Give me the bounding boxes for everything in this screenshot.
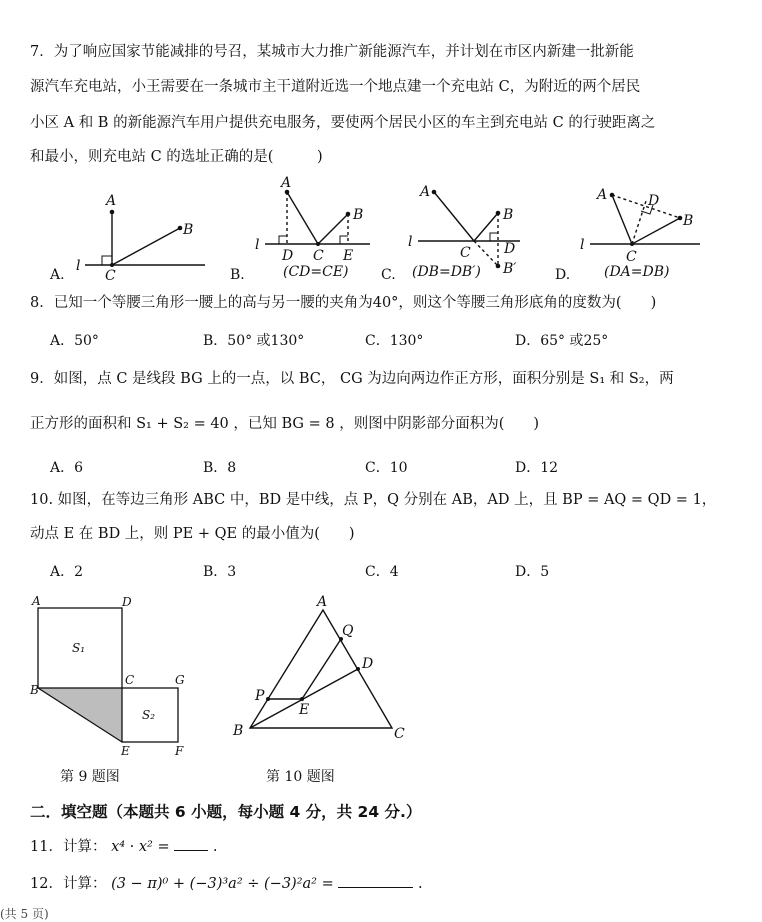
figure-10 bbox=[232, 594, 405, 742]
q7-option-c-label: C. bbox=[381, 267, 396, 283]
q7-option-b-caption: (CD=CE) bbox=[283, 264, 349, 280]
q12-prefix: 12．计算： bbox=[30, 876, 107, 892]
q7b-label-l: l bbox=[255, 237, 260, 253]
q7-line-4: 和最小，则充电站 C 的选址正确的是( ) bbox=[30, 149, 323, 165]
section-2-title: 二．填空题（本题共 6 小题，每小题 4 分，共 24 分.） bbox=[30, 803, 422, 821]
q7c-label-b: B bbox=[503, 207, 514, 223]
q10-option-d: D．5 bbox=[515, 564, 550, 580]
q8-option-a: A．50° bbox=[50, 333, 99, 349]
q7b-right-angle-d bbox=[279, 236, 287, 244]
q7a-segment-cb bbox=[112, 228, 180, 265]
fig10-label-d: D bbox=[362, 656, 374, 672]
q7b-label-d: D bbox=[282, 248, 294, 264]
q7c-label-bp: B′ bbox=[503, 261, 517, 277]
q8-option-c: C．130° bbox=[365, 333, 424, 349]
q12-answer-blank[interactable] bbox=[338, 873, 413, 888]
q7-option-d-label: D. bbox=[555, 267, 571, 283]
q11 bbox=[30, 836, 217, 857]
q7d-segment-ac bbox=[612, 195, 632, 244]
q7b-label-b: B bbox=[353, 207, 364, 223]
q7d-label-b: B bbox=[683, 213, 694, 229]
q10-option-b: B．3 bbox=[203, 564, 237, 580]
q7d-label-d: D bbox=[648, 193, 660, 209]
q8-option-b: B．50° 或130° bbox=[203, 333, 305, 349]
q8-stem: 8．已知一个等腰三角形一腰上的高与另一腰的夹角为40°，则这个等腰三角形底角的度数为( ) bbox=[30, 295, 657, 311]
q9-line-1: 9．如图，点 C 是线段 BG 上的一点，以 BC， CG 为边向两边作正方形，面积分别是 S₁ 和 S₂，两 bbox=[30, 371, 674, 387]
q10-option-a: A．2 bbox=[50, 564, 84, 580]
q7-line-3: 小区 A 和 B 的新能源汽车用户提供充电服务，要使两个居民小区的车主到充电站 C 的行驶距离之 bbox=[30, 115, 656, 131]
q7c-label-c: C bbox=[460, 245, 471, 261]
q9-option-c: C．10 bbox=[365, 460, 408, 476]
fig10-label-a: A bbox=[317, 594, 328, 610]
q7d-label-c: C bbox=[626, 249, 637, 265]
q12 bbox=[30, 873, 423, 894]
fig10-label-p: P bbox=[255, 688, 265, 704]
q7a-label-l: l bbox=[76, 258, 81, 274]
q7-option-d-caption: (DA=DB) bbox=[604, 264, 670, 280]
q7b-label-e: E bbox=[343, 248, 354, 264]
q7c-label-d: D bbox=[504, 241, 516, 257]
q7b-segment-ac bbox=[287, 192, 318, 244]
fig9-label-s1: S₁ bbox=[72, 641, 86, 655]
fig10-label-q: Q bbox=[342, 623, 354, 639]
q11-prefix: 11．计算： bbox=[30, 839, 107, 855]
q7c-label-a: A bbox=[420, 184, 431, 200]
q7a-right-angle bbox=[102, 256, 112, 265]
fig10-label-c: C bbox=[394, 726, 405, 742]
q11-expression: x⁴ · x² = bbox=[111, 839, 170, 855]
q7b-right-angle-e bbox=[340, 236, 348, 244]
q10-line-1: 10. 如图，在等边三角形 ABC 中，BD 是中线，点 P，Q 分别在 AB，AD 上，且 BP = AQ = QD = 1， bbox=[30, 492, 717, 508]
fig9-label-d: D bbox=[122, 595, 132, 609]
q7b-segment-cb bbox=[318, 214, 348, 244]
fig9-label-e: E bbox=[121, 744, 130, 758]
q11-answer-blank[interactable] bbox=[174, 836, 208, 851]
q7c-label-l: l bbox=[408, 234, 413, 250]
q7-option-c-caption: (DB=DB′) bbox=[412, 264, 481, 280]
fig9-caption: 第 9 题图 bbox=[60, 769, 120, 785]
q11-end: . bbox=[212, 839, 218, 855]
page-footer: (共 5 页) bbox=[0, 907, 49, 921]
figure-9 bbox=[29, 594, 185, 758]
q9-option-b: B．8 bbox=[203, 460, 237, 476]
q7-option-a-label: A. bbox=[50, 267, 65, 283]
q12-expression: (3 − π)⁰ + (−3)³a² ÷ (−3)²a² = bbox=[111, 876, 334, 892]
q7c-segment-cb bbox=[474, 213, 498, 241]
q7b-label-c: C bbox=[313, 248, 324, 264]
figures-9-10 bbox=[0, 590, 762, 790]
q7a-label-c: C bbox=[105, 268, 116, 284]
q7d-label-a: A bbox=[597, 187, 608, 203]
fig10-caption: 第 10 题图 bbox=[266, 769, 335, 785]
q7a-label-b: B bbox=[183, 222, 194, 238]
fig10-label-b: B bbox=[233, 723, 244, 739]
fig9-label-a: A bbox=[32, 594, 41, 608]
q9-line-2: 正方形的面积和 S₁ + S₂ = 40 ，已知 BG = 8 ，则图中阴影部分面积为( ) bbox=[30, 416, 540, 432]
q7d-label-l: l bbox=[580, 237, 585, 253]
q7d-segment-cb bbox=[632, 218, 680, 244]
fig10-segment-qe bbox=[302, 639, 341, 699]
q12-end: . bbox=[417, 876, 423, 892]
fig9-label-g: G bbox=[175, 673, 185, 687]
fig9-label-b: B bbox=[30, 683, 39, 697]
fig9-label-f: F bbox=[175, 744, 184, 758]
q7b-label-a: A bbox=[281, 175, 292, 191]
q10-option-c: C．4 bbox=[365, 564, 399, 580]
q10-line-2: 动点 E 在 BD 上，则 PE + QE 的最小值为( ) bbox=[30, 526, 355, 542]
q7c-segment-cbp bbox=[474, 241, 498, 266]
q7d-segment-ab bbox=[612, 195, 680, 218]
q7-line-2: 源汽车充电站，小王需要在一条城市主干道附近选一个地点建一个充电站 C，为附近的两个居民 bbox=[30, 79, 641, 95]
q8-option-d: D．65° 或25° bbox=[515, 333, 609, 349]
q7-line-1: 7．为了响应国家节能减排的号召，某城市大力推广新能源汽车，并计划在市区内新建一批新能 bbox=[30, 44, 634, 60]
q9-option-d: D．12 bbox=[515, 460, 559, 476]
q7c-segment-ac bbox=[434, 192, 474, 241]
fig10-label-e: E bbox=[299, 702, 310, 718]
q7a-label-a: A bbox=[106, 193, 117, 209]
q9-option-a: A．6 bbox=[50, 460, 84, 476]
fig9-label-c: C bbox=[125, 673, 135, 687]
q7c-right-angle bbox=[490, 233, 498, 241]
fig9-label-s2: S₂ bbox=[142, 708, 156, 722]
q7-option-b-label: B. bbox=[230, 267, 245, 283]
